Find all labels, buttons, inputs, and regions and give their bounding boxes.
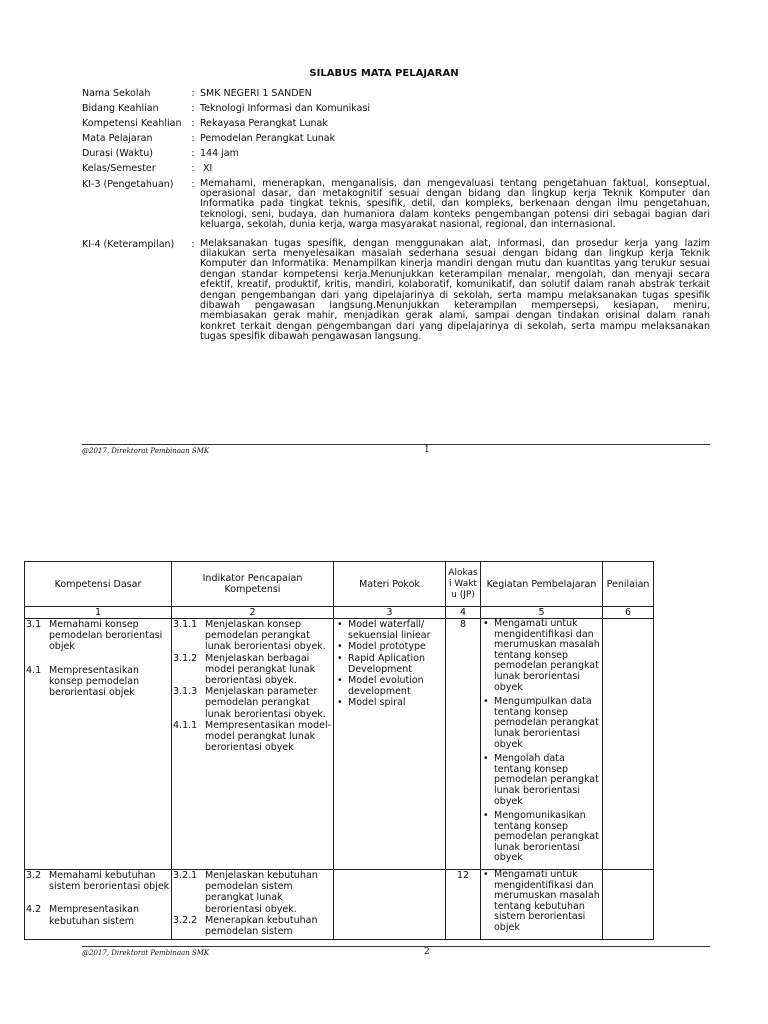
table-header-row	[25, 562, 654, 607]
info-value: 144 jam	[200, 148, 239, 160]
column-number: 5	[481, 607, 603, 619]
indikator-text: Menjelaskan parameter pemodelan perangkat lunak berorientasi obyek.	[205, 686, 326, 720]
info-colon: :	[191, 178, 195, 190]
kegiatan-cell	[481, 619, 603, 870]
indikator-text: Menjelaskan kebutuhan pemodelan sistem perangkat lunak berorientasi obyek.	[205, 870, 318, 915]
info-colon: :	[191, 103, 195, 115]
footer-text: @2017, Direktorat Pembinaan SMK	[82, 447, 210, 455]
syllabus-table	[24, 561, 654, 940]
info-label: KI-3 (Pengetahuan)	[82, 178, 174, 190]
indikator-number: 3.2.1	[173, 870, 198, 881]
column-number: 2	[172, 607, 334, 619]
indikator-number: 3.2.2	[173, 914, 198, 926]
info-row-ki4	[82, 239, 710, 343]
kegiatan-list	[482, 870, 601, 934]
kd-text: Memahami konsep pemodelan berorientasi objek	[49, 619, 163, 653]
info-label: Nama Sekolah	[82, 88, 151, 99]
kd-cell	[25, 619, 172, 870]
syllabus-info	[82, 88, 710, 345]
page-number: 1	[424, 445, 430, 455]
page-title: SILABUS MATA PELAJARAN	[309, 68, 459, 79]
kegiatan-item: • Mengamati untuk mengidentifikasi dan merumuskan masalah tentang konsep pemodelan perangkat lunak berorientasi obyek	[482, 619, 601, 693]
indikator-text: Menerapkan kebutuhan pemodelan sistem	[205, 914, 318, 938]
footer-text: @2017, Direktorat Pembinaan SMK	[82, 949, 210, 957]
indikator-number: 3.1.2	[173, 652, 198, 664]
kd-item	[26, 619, 170, 653]
indikator-item	[173, 870, 332, 915]
info-value: Rekayasa Perangkat Lunak	[200, 118, 328, 130]
materi-item: • Model prototype	[335, 641, 444, 652]
kd-item	[26, 904, 170, 926]
header-materi-pokok: Materi Pokok	[334, 562, 446, 607]
indikator-cell	[172, 619, 334, 870]
column-number: 3	[334, 607, 446, 619]
header-indikator: Indikator Pencapaian Kompetensi	[172, 562, 334, 607]
indikator-cell	[172, 870, 334, 940]
info-value: Teknologi Informasi dan Komunikasi	[200, 103, 371, 115]
info-label: Durasi (Waktu)	[82, 148, 153, 160]
page-number: 2	[424, 947, 430, 957]
info-row-durasi	[82, 148, 710, 161]
materi-item: • Rapid Aplication Development	[335, 653, 444, 675]
penilaian-cell	[603, 619, 654, 870]
materi-item: • Model evolution development	[335, 675, 444, 697]
info-label: Bidang Keahlian	[82, 103, 159, 115]
info-value: Pemodelan Perangkat Lunak	[200, 133, 336, 145]
kd-text: Mempresentasikan konsep pemodelan berorientasi objek	[49, 664, 140, 699]
info-label: Mata Pelajaran	[82, 133, 153, 145]
info-colon: :	[191, 118, 195, 130]
indikator-text: Mempresentasikan model-model perangkat lunak berorientasi obyek	[205, 719, 332, 754]
info-label: KI-4 (Keterampilan)	[82, 238, 175, 250]
indikator-item	[173, 686, 332, 720]
table-row	[25, 870, 654, 940]
kegiatan-cell	[481, 870, 603, 940]
info-colon: :	[191, 148, 195, 160]
info-value: XI	[200, 163, 213, 175]
indikator-item	[173, 653, 332, 687]
indikator-item	[173, 720, 332, 754]
column-number: 1	[25, 607, 172, 619]
kd-number: 3.2	[26, 870, 42, 881]
info-row-nama-sekolah	[82, 88, 710, 101]
materi-item: • Model waterfall/ sekuensial liniear	[335, 619, 444, 641]
materi-item: • Model spiral	[335, 697, 444, 708]
column-number: 6	[603, 607, 654, 619]
header-penilaian: Penilaian	[603, 562, 654, 607]
info-colon: :	[191, 133, 195, 145]
info-colon: :	[191, 238, 195, 250]
indikator-number: 4.1.1	[173, 719, 198, 731]
indikator-item	[173, 619, 332, 653]
info-row-kompetensi-keahlian	[82, 118, 710, 131]
table-row	[25, 619, 654, 870]
kegiatan-item: • Mengumpulkan data tentang konsep pemodelan perangkat lunak berorientasi obyek	[482, 697, 601, 750]
kegiatan-item: • Mengolah data tentang konsep pemodelan perangkat lunak berorientasi obyek	[482, 754, 601, 807]
indikator-text: Menjelaskan konsep pemodelan perangkat lunak berorientasi obyek.	[205, 619, 326, 653]
column-number-row	[25, 607, 654, 619]
ki4-description: Melaksanakan tugas spesifik, dengan menggunakan alat, informasi, dan prosedur kerja yang lazim dilakukan serta menyelesaikan masalah sederhana sesuai dengan bidang dan lingkup kerja Teknik Komputer dan Informatika. Menampilkan kinerja mandiri dengan mutu dan kuantitas yang terukur sesuai dengan standar kompetensi kerja.Menunjukkan keterampilan menalar, mengolah, dan menyaji secara efektif, kreatif, produktif, kritis, mandiri, kolaboratif, komunikatif, dan solutif dalam ranah abstrak terkait dengan pengembangan dari yang dipelajarinya di sekolah, serta mampu melaksanakan tugas spesifik dibawah pengawasan langsung.Menunjukkan keterampilan mempersepsi, kesiapan, meniru, membiasakan gerak mahir, menjadikan gerak alami, sampai dengan tindakan orisinal dalam ranah konkret terkait dengan pengembangan dari yang dipelajarinya di sekolah, serta mampu melaksanakan tugas spesifik dibawah pengawasan langsung.	[200, 237, 710, 343]
alokasi-cell: 12	[446, 870, 481, 940]
kd-text: Mempresentasikan kebutuhan sistem	[49, 904, 139, 927]
kd-text: Memahami kebutuhan sistem berorientasi objek	[49, 870, 170, 893]
info-row-ki3	[82, 179, 710, 231]
indikator-text: Menjelaskan berbagai model perangkat lunak berorientasi obyek.	[205, 652, 316, 687]
info-label: Kompetensi Keahlian	[82, 118, 182, 130]
kd-number: 4.1	[26, 664, 42, 676]
page-footer	[82, 444, 710, 455]
indikator-number: 3.1.1	[173, 619, 198, 630]
indikator-item	[173, 915, 332, 937]
column-number: 4	[446, 607, 481, 619]
info-label: Kelas/Semester	[82, 163, 156, 175]
info-row-bidang-keahlian	[82, 103, 710, 116]
kd-number: 3.1	[26, 619, 42, 630]
kegiatan-item: • Mengamati untuk mengidentifikasi dan merumuskan masalah tentang kebutuhan sistem berorientasi objek	[482, 870, 601, 934]
kd-item	[26, 665, 170, 699]
info-row-kelas-semester	[82, 163, 710, 176]
header-alokasi-waktu: Alokas i Waktu (JP)	[446, 562, 481, 607]
page-footer	[82, 946, 710, 957]
materi-list	[335, 619, 444, 709]
kd-item	[26, 870, 170, 892]
kegiatan-list	[482, 619, 601, 864]
info-row-mata-pelajaran	[82, 133, 710, 146]
penilaian-cell	[603, 870, 654, 940]
info-colon: :	[191, 163, 195, 175]
kd-cell	[25, 870, 172, 940]
header-kegiatan: Kegiatan Pembelajaran	[481, 562, 603, 607]
kegiatan-item: • Mengomunikasikan tentang konsep pemodelan perangkat lunak berorientasi obyek	[482, 811, 601, 864]
materi-cell	[334, 870, 446, 940]
indikator-number: 3.1.3	[173, 686, 198, 698]
info-colon: :	[191, 88, 195, 99]
header-kompetensi-dasar: Kompetensi Dasar	[25, 562, 172, 607]
ki3-description: Memahami, menerapkan, menganalisis, dan mengevaluasi tentang pengetahuan faktual, konseptual, operasional dasar, dan metakognitif sesuai dengan bidang dan lingkup kerja Teknik Komputer dan Informatika pada tingkat teknis, spesifik, detil, dan kompleks, berkenaan dengan ilmu pengetahuan, teknologi, seni, budaya, dan humaniora dalam konteks pengembangan potensi diri sebagai bagian dari keluarga, sekolah, dunia kerja, warga masyarakat nasional, regional, dan internasional.	[200, 177, 710, 231]
alokasi-cell: 8	[446, 619, 481, 870]
info-value: SMK NEGERI 1 SANDEN	[200, 88, 312, 99]
materi-cell	[334, 619, 446, 870]
kd-number: 4.2	[26, 904, 42, 916]
